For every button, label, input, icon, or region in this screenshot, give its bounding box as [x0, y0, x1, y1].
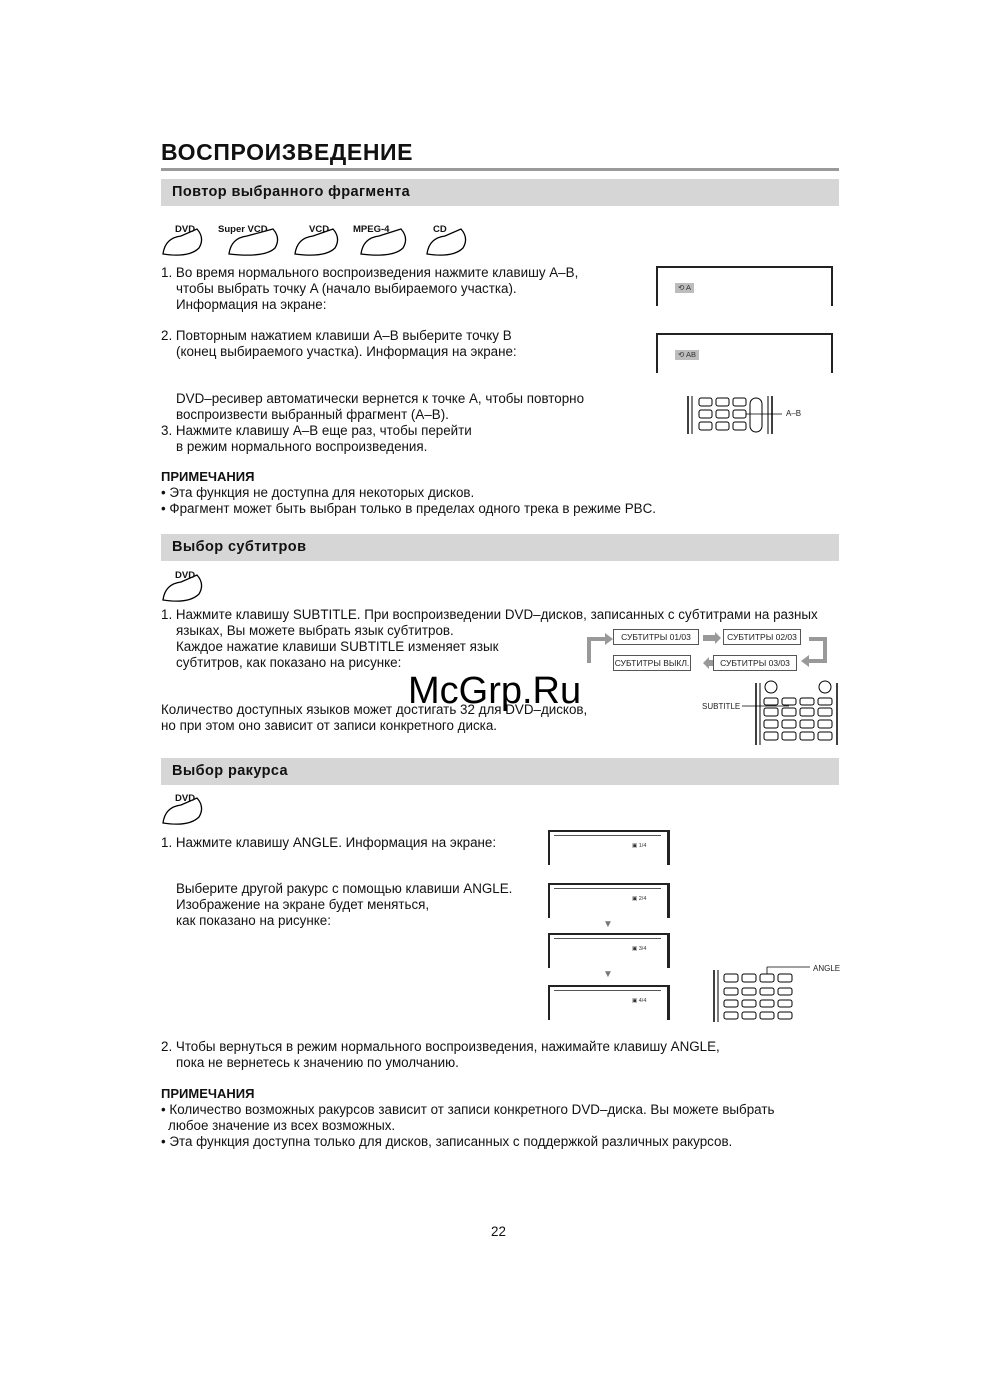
angle-arrow-down-2: ▼: [603, 969, 613, 980]
badge-mpeg4: MPEG-4: [353, 224, 390, 235]
disc-badges: [161, 220, 481, 260]
angle-note-2: • Эта функция доступна только для дисков, записанных с поддержкой различных ракурсов.: [161, 1134, 733, 1149]
repeat-ab-label: AB: [685, 350, 696, 359]
subtitle-disc-badge: [161, 568, 221, 604]
angle-value-2: 2/4: [638, 896, 647, 902]
ab-step1-line1: 1. Во время нормального воспроизведения нажмите клавишу A–B,: [161, 265, 579, 280]
section-heading-angle-text: Выбор ракурса: [172, 763, 288, 779]
page-title: ВОСПРОИЗВЕДЕНИЕ: [161, 139, 414, 165]
ab-note-2: • Фрагмент может быть выбран только в пределах одного трека в режиме PBC.: [161, 501, 656, 516]
angle-para-line1: Выберите другой ракурс с помощью клавиши ANGLE.: [176, 881, 513, 896]
angle-value-1: 1/4: [638, 843, 647, 849]
angle-value-4: 4/4: [638, 998, 647, 1004]
angle-screen-1: [548, 830, 670, 865]
subtitle-box-off: СУБТИТРЫ ВЫКЛ.: [613, 655, 691, 671]
section-heading-ab-text: Повтор выбранного фрагмента: [172, 184, 411, 200]
angle-indicator-3: ▣ 3/4: [632, 946, 647, 952]
subtitle-box-03: СУБТИТРЫ 03/03: [713, 655, 797, 671]
ab-step2-line2: (конец выбираемого участка). Информация на экране:: [176, 344, 517, 359]
angle-step2-line2: пока не вернетесь к значению по умолчанию.: [176, 1055, 459, 1070]
remote-angle-illustration: [712, 962, 842, 1024]
ab-para-line2: воспроизвести выбранный фрагмент (A–B).: [176, 407, 449, 422]
angle-step1: 1. Нажмите клавишу ANGLE. Информация на экране:: [161, 835, 497, 850]
angle-para-line3: как показано на рисунке:: [176, 913, 331, 928]
angle-arrow-down-1: ▼: [603, 919, 613, 930]
page-number: 22: [491, 1224, 506, 1239]
sub-step1-line4: субтитров, как показано на рисунке:: [176, 655, 402, 670]
ab-step3-line1: 3. Нажмите клавишу A–B еще раз, чтобы перейти: [161, 423, 472, 438]
angle-screen-3: [548, 933, 670, 968]
angle-note-1: • Количество возможных ракурсов зависит от записи конкретного DVD–диска. Вы можете выбрать: [161, 1102, 775, 1117]
angle-indicator-4: ▣ 4/4: [632, 998, 647, 1004]
angle-note-1-cont: любое значение из всех возможных.: [168, 1118, 396, 1133]
section-heading-ab: [161, 179, 839, 206]
angle-indicator-1: ▣ 1/4: [632, 843, 647, 849]
badge-cd: CD: [433, 224, 447, 235]
angle-value-3: 3/4: [638, 946, 647, 952]
angle-step2-line1: 2. Чтобы вернуться в режим нормального воспроизведения, нажимайте клавишу ANGLE,: [161, 1039, 720, 1054]
ab-screen-ab: [656, 333, 833, 373]
ab-para-line1: DVD–ресивер автоматически вернется к точке A, чтобы повторно: [176, 391, 585, 406]
ab-note-1: • Эта функция не доступна для некоторых дисков.: [161, 485, 475, 500]
section-heading-subtitle: [161, 534, 839, 561]
badge-vcd: VCD: [309, 224, 330, 235]
angle-screen-4: [548, 985, 670, 1020]
badge-super-vcd: Super VCD: [218, 224, 268, 235]
angle-notes-title: ПРИМЕЧАНИЯ: [161, 1086, 255, 1101]
remote-subtitle-drawing: [700, 677, 840, 747]
sub-step1-line1: 1. Нажмите клавишу SUBTITLE. При воспроизведении DVD–дисков, записанных с субтитрами на разных: [161, 607, 818, 622]
angle-disc-badge: [161, 791, 221, 827]
ab-step1-line2: чтобы выбрать точку A (начало выбираемого участка).: [176, 281, 517, 296]
angle-screen-2: [548, 883, 670, 918]
sub-para-line2: но при этом оно зависит от записи конкретного диска.: [161, 718, 497, 733]
subtitle-badge-dvd: DVD: [175, 570, 196, 581]
watermark: McGrp.Ru: [408, 670, 582, 712]
sub-step1-line3: Каждое нажатие клавиши SUBTITLE изменяет язык: [176, 639, 499, 654]
remote-ab-label: A–B: [786, 409, 802, 418]
badge-dvd: DVD: [175, 224, 196, 235]
repeat-a-indicator: ⟲ A: [675, 283, 694, 293]
subtitle-box-02: СУБТИТРЫ 02/03: [723, 629, 801, 645]
subtitle-cycle-diagram: [585, 627, 835, 675]
ab-step1-line3: Информация на экране:: [176, 297, 327, 312]
sub-step1-line2: языках, Вы можете выбрать язык субтитров.: [176, 623, 454, 638]
remote-ab-drawing: [686, 394, 836, 436]
sub-para-line1: Количество доступных языков может достигать 32 для DVD–дисков,: [161, 702, 588, 717]
repeat-ab-indicator: ⟲ AB: [675, 350, 699, 360]
ab-step2-line1: 2. Повторным нажатием клавиши A–B выберите точку B: [161, 328, 512, 343]
section-heading-subtitle-text: Выбор субтитров: [172, 539, 307, 555]
angle-badge-dvd: DVD: [175, 793, 196, 804]
ab-screen-a: [656, 266, 833, 306]
remote-subtitle-label: SUBTITLE: [702, 702, 741, 711]
remote-angle-label: ANGLE: [813, 964, 841, 973]
ab-notes-title: ПРИМЕЧАНИЯ: [161, 469, 255, 484]
subtitle-box-01: СУБТИТРЫ 01/03: [613, 629, 699, 645]
remote-ab-illustration: [686, 394, 836, 436]
repeat-a-label: A: [685, 283, 691, 292]
title-rule: [161, 168, 839, 171]
remote-subtitle-illustration: [700, 677, 840, 747]
section-heading-angle: [161, 758, 839, 785]
angle-para-line2: Изображение на экране будет меняться,: [176, 897, 430, 912]
angle-indicator-2: ▣ 2/4: [632, 896, 647, 902]
ab-step3-line2: в режим нормального воспроизведения.: [176, 439, 428, 454]
